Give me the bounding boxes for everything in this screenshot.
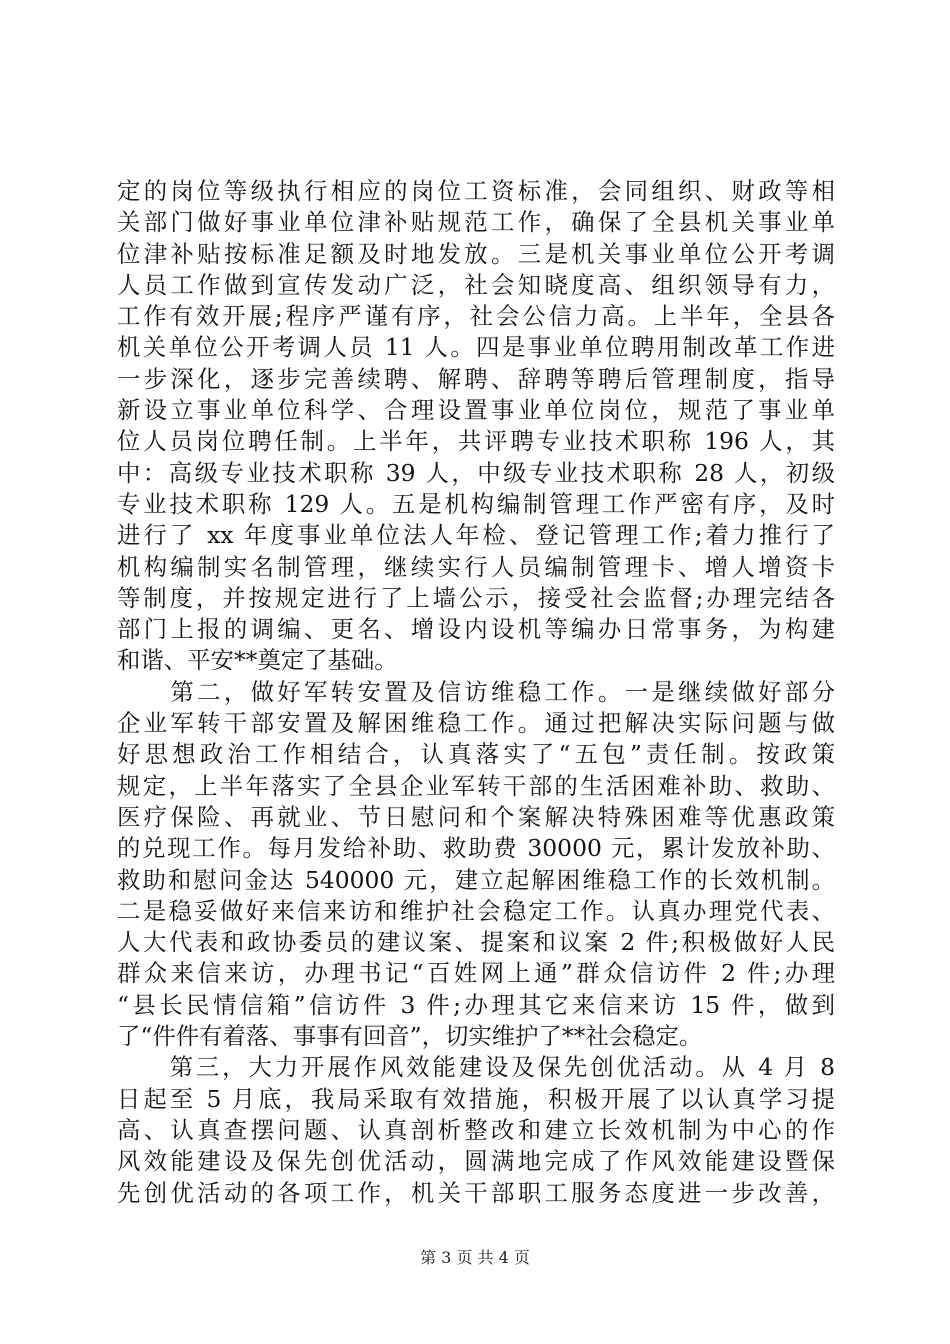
text-line: 的兑现工作。每月发给补助、救助费 30000 元，累计发放补助、	[117, 834, 835, 863]
text-line: 机构编制实名制管理，继续实行人员编制管理卡、增人增资卡	[117, 552, 835, 581]
text-line: 第二，做好军转安置及信访维稳工作。一是继续做好部分	[117, 677, 835, 706]
text-line: 位人员岗位聘任制。上半年，共评聘专业技术职称 196 人，其	[117, 427, 835, 456]
text-line: 高、认真查摆问题、认真剖析整改和建立长效机制为中心的作	[117, 1115, 835, 1144]
text-line: 救助和慰问金达 540000 元，建立起解困维稳工作的长效机制。	[117, 865, 835, 894]
text-line: 新设立事业单位科学、合理设置事业单位岗位，规范了事业单	[117, 396, 835, 425]
text-line: 第三，大力开展作风效能建设及保先创优活动。从 4 月 8	[117, 1053, 835, 1082]
text-line: 人大代表和政协委员的建议案、提案和议案 2 件;积极做好人民	[117, 928, 835, 957]
text-line: 等制度，并按规定进行了上墙公示，接受社会监督;办理完结各	[117, 583, 835, 612]
text-line: 二是稳妥做好来信来访和维护社会稳定工作。认真办理党代表、	[117, 896, 835, 925]
text-line: 位津补贴按标准足额及时地发放。三是机关事业单位公开考调	[117, 239, 835, 268]
text-line: 定的岗位等级执行相应的岗位工资标准，会同组织、财政等相	[117, 177, 835, 205]
text-line: 规定，上半年落实了全县企业军转干部的生活困难补助、救助、	[117, 771, 835, 800]
text-line: 了“件件有着落、事事有回音”，切实维护了**社会稳定。	[117, 1022, 703, 1051]
text-line: 和谐、平安**奠定了基础。	[117, 646, 398, 675]
text-line: 日起至 5 月底，我局采取有效措施，积极开展了以认真学习提	[117, 1084, 835, 1113]
text-line: 医疗保险、再就业、节日慰问和个案解决特殊困难等优惠政策	[117, 802, 835, 831]
text-line: 群众来信来访，办理书记“百姓网上通”群众信访件 2 件;办理	[117, 959, 835, 988]
text-line: 工作有效开展;程序严谨有序，社会公信力高。上半年，全县各	[117, 302, 835, 331]
body-text	[117, 176, 835, 1209]
text-line: 中：高级专业技术职称 39 人，中级专业技术职称 28 人，初级	[117, 458, 835, 487]
text-line: 人员工作做到宣传发动广泛，社会知晓度高、组织领导有力，	[117, 270, 835, 299]
text-line: “县长民情信箱”信访件 3 件;办理其它来信来访 15 件，做到	[117, 990, 835, 1019]
text-line: 关部门做好事业单位津补贴规范工作，确保了全县机关事业单	[117, 208, 835, 237]
text-line: 风效能建设及保先创优活动，圆满地完成了作风效能建设暨保	[117, 1147, 835, 1176]
text-line: 部门上报的调编、更名、增设内设机等编办日常事务，为构建	[117, 615, 835, 644]
text-line: 一步深化，逐步完善续聘、解聘、辞聘等聘后管理制度，指导	[117, 364, 835, 393]
text-line: 先创优活动的各项工作，机关干部职工服务态度进一步改善，	[117, 1178, 835, 1207]
text-line: 机关单位公开考调人员 11 人。四是事业单位聘用制改革工作进	[117, 333, 835, 362]
page-footer: 第 3 页 共 4 页	[420, 1248, 530, 1267]
text-line: 好思想政治工作相结合，认真落实了“五包”责任制。按政策	[117, 740, 835, 769]
text-line: 进行了 xx 年度事业单位法人年检、登记管理工作;着力推行了	[117, 521, 835, 550]
text-line: 专业技术职称 129 人。五是机构编制管理工作严密有序，及时	[117, 489, 835, 518]
text-line: 企业军转干部安置及解困维稳工作。通过把解决实际问题与做	[117, 709, 835, 738]
